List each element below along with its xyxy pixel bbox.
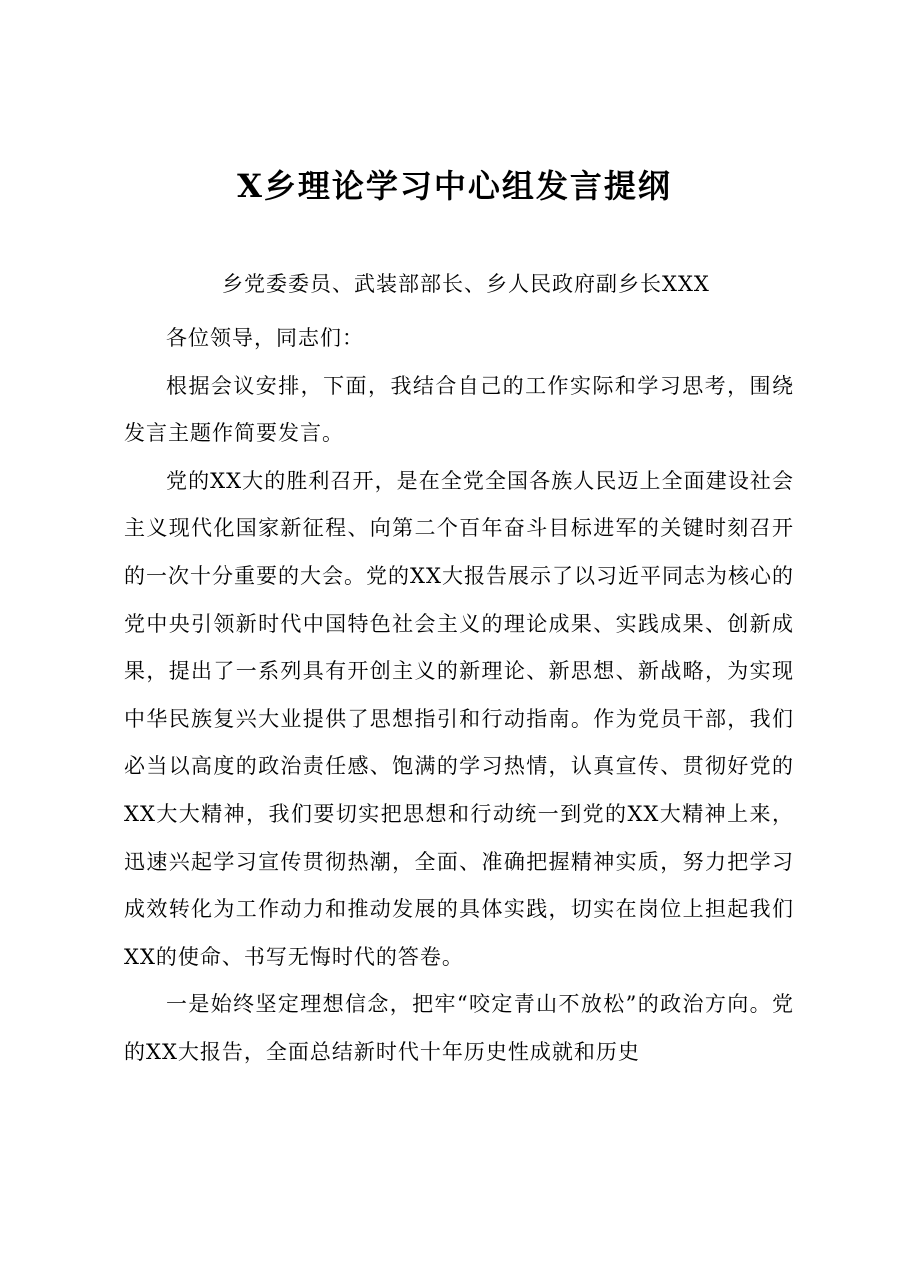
document-body xyxy=(124,315,794,1077)
body-paragraph: 一是始终坚定理想信念，把牢“咬定青山不放松”的政治方向。党的XX大报告，全面总结新时代十年历史性成就和历史 xyxy=(124,992,794,1064)
body-paragraph: 党的XX大的胜利召开，是在全党全国各族人民迈上全面建设社会主义现代化国家新征程、向第二个百年奋斗目标进军的关键时刻召开的一次十分重要的大会。党的XX大报告展示了以习近平同志为核心的党中央引领新时代中国特色社会主义的理论成果、实践成果、创新成果，提出了一系列具有开创主义的新理论、新思想、新战略，为实现中华民族复兴大业提供了思想指引和行动指南。作为党员干部，我们必当以高度的政治责任感、饱满的学习热情，认真宣传、贯彻好党的XX大大精神，我们要切实把思想和行动统一到党的XX大精神上来，迅速兴起学习宣传贯彻热潮，全面、准确把握精神实质，努力把学习成效转化为工作动力和推动发展的具体实践，切实在岗位上担起我们XX的使命、书写无悔时代的答卷。 xyxy=(124,468,794,969)
greeting-paragraph: 各位领导，同志们： xyxy=(166,326,364,350)
speaker-line: 乡党委委员、武装部部长、乡人民政府副乡长XXX xyxy=(222,272,710,296)
body-paragraph: 根据会议安排，下面，我结合自己的工作实际和学习思考，围绕发言主题作简要发言。 xyxy=(124,373,794,446)
document-title: X乡理论学习中心组发言提纲 xyxy=(237,167,672,205)
